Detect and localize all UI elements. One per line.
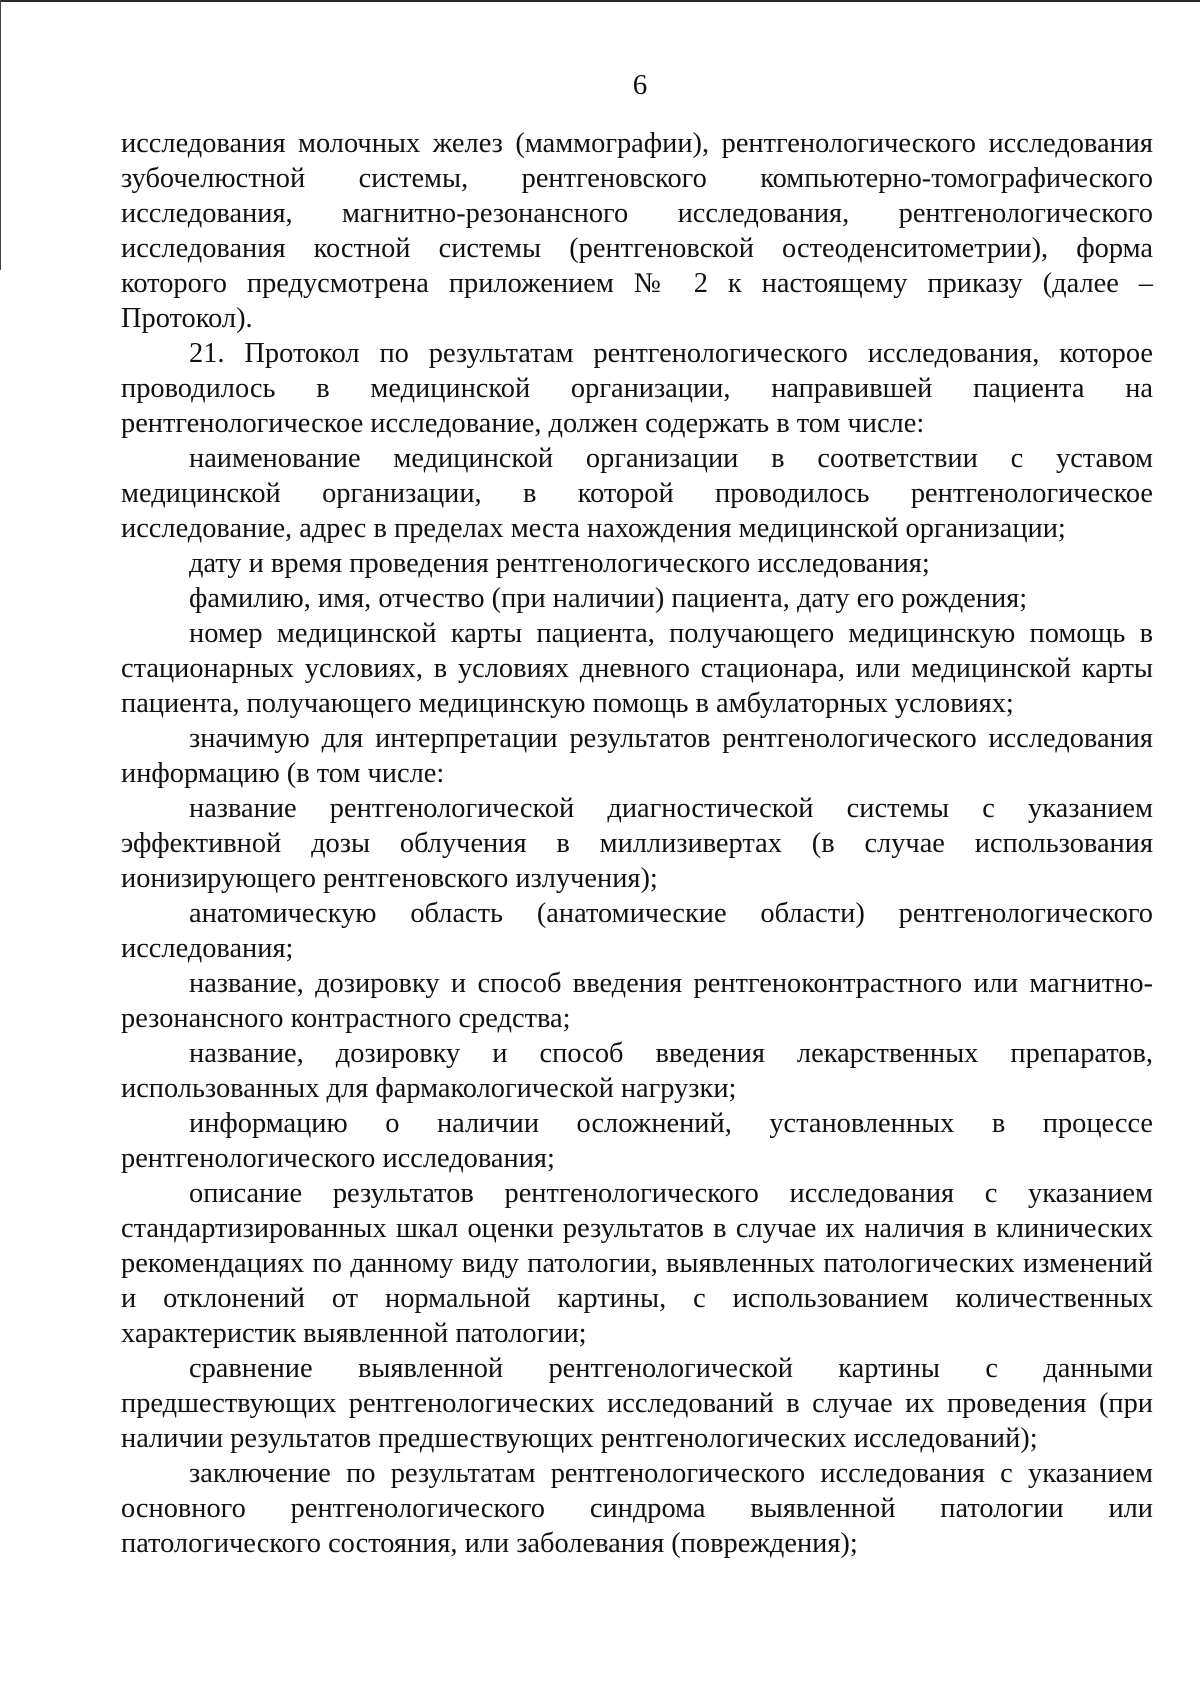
paragraph-clause-21: 21. Протокол по результатам рентгенологического исследования, которое проводилось в медицинской организации, направившей пациента на рентгенологическое исследование, должен содержать в том числе:	[121, 338, 1153, 439]
scan-border-top	[0, 0, 1200, 2]
list-item-patient-name: фамилию, имя, отчество (при наличии) пациента, дату его рождения;	[189, 583, 1028, 614]
list-item-conclusion: заключение по результатам рентгенологического исследования с указанием основного рентгенологического синдрома выявленной патологии или патологического состояния, или заболевания (повреждения);	[121, 1458, 1153, 1559]
list-item-organization-name: наименование медицинской организации в соответствии с уставом медицинской организации, в которой проводилось рентгенологическое исследование, адрес в пределах места нахождения медицинской организации;	[121, 443, 1153, 544]
list-item-contrast-agent: название, дозировку и способ введения рентгеноконтрастного или магнитно-резонансного контрастного средства;	[121, 968, 1153, 1034]
list-item-diagnostic-system: название рентгенологической диагностической системы с указанием эффективной дозы облучения в миллизивертах (в случае использования ионизирующего рентгеновского излучения);	[121, 793, 1153, 894]
list-item-date-time: дату и время проведения рентгенологического исследования;	[189, 548, 930, 579]
document-body	[121, 126, 1153, 1561]
list-item-anatomical-area: анатомическую область (анатомические области) рентгенологического исследования;	[121, 898, 1153, 964]
list-item-comparison: сравнение выявленной рентгенологической картины с данными предшествующих рентгенологических исследований в случае их проведения (при наличии результатов предшествующих рентгенологических исследований);	[121, 1353, 1153, 1454]
list-item-results-description: описание результатов рентгенологического исследования с указанием стандартизированных шкал оценки результатов в случае их наличия в клинических рекомендациях по данному виду патологии, выявленных патологических изменений и отклонений от нормальной картины, с использованием количественных характеристик выявленной патологии;	[121, 1178, 1153, 1349]
list-item-complications: информацию о наличии осложнений, установленных в процессе рентгенологического исследования;	[121, 1108, 1153, 1174]
page-number: 6	[632, 69, 648, 101]
scan-border-left	[0, 0, 1, 270]
list-item-pharmacological-load: название, дозировку и способ введения лекарственных препаратов, использованных для фармакологической нагрузки;	[121, 1038, 1153, 1104]
list-item-medical-card: номер медицинской карты пациента, получающего медицинскую помощь в стационарных условиях, в условиях дневного стационара, или медицинской карты пациента, получающего медицинскую помощь в амбулаторных условиях;	[121, 618, 1153, 719]
paragraph-continuation: исследования молочных желез (маммографии), рентгенологического исследования зубочелюстной системы, рентгеновского компьютерно-томографического исследования, магнитно-резонансного исследования, рентгенологического исследования костной системы (рентгеновской остеоденситометрии), форма которого предусмотрена приложением № 2 к настоящему приказу (далее – Протокол).	[121, 128, 1153, 334]
list-item-interpretation-info: значимую для интерпретации результатов рентгенологического исследования информацию (в том числе:	[121, 723, 1153, 789]
